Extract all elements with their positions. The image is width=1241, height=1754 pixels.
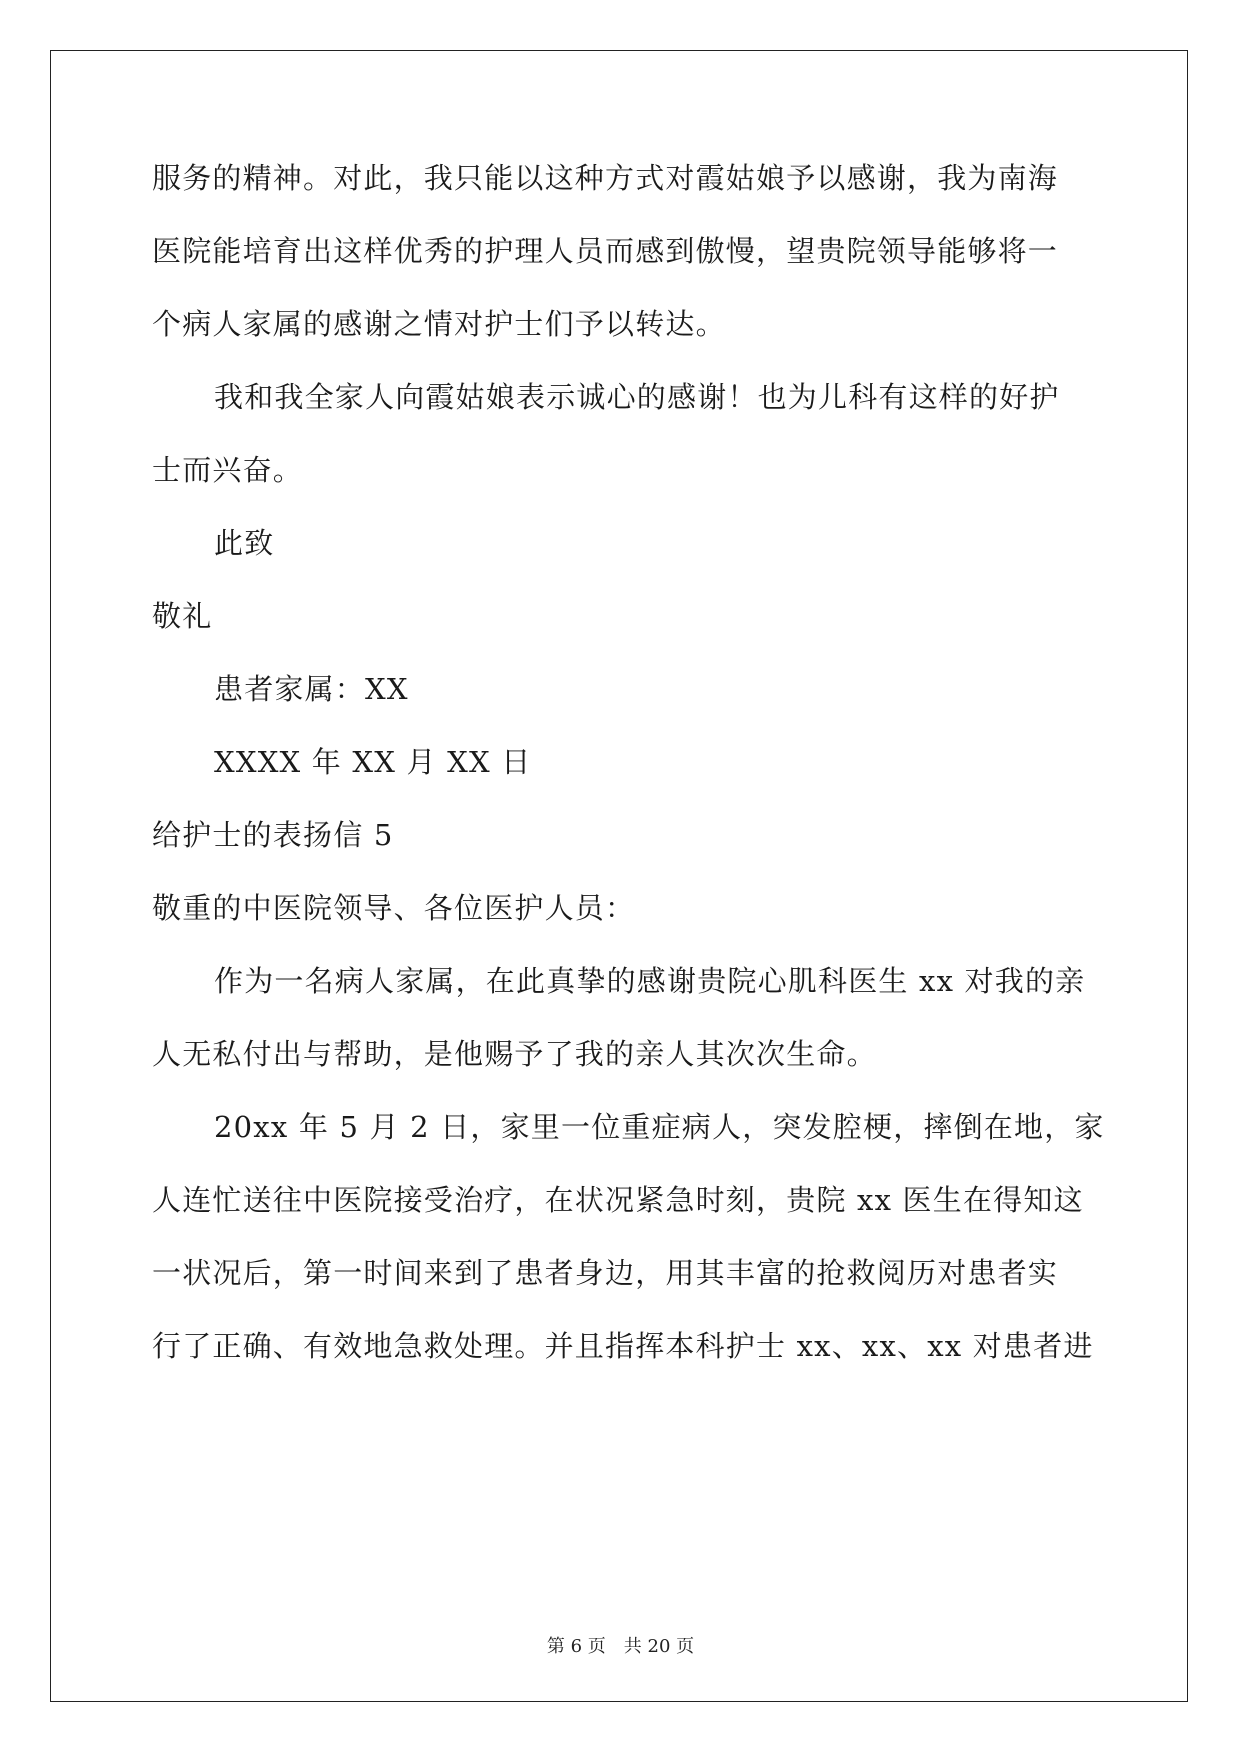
text-line: 20xx 年 5 月 2 日，家里一位重症病人，突发腔梗，摔倒在地，家: [214, 1110, 1105, 1144]
text-line: 作为一名病人家属，在此真挚的感谢贵院心肌科医生 xx 对我的亲: [214, 964, 1086, 998]
text-line: 医院能培育出这样优秀的护理人员而感到傲慢，望贵院领导能够将一: [152, 234, 1059, 268]
text-line: 人无私付出与帮助，是他赐予了我的亲人其次次生命。: [152, 1037, 877, 1071]
text-line: 人连忙送往中医院接受治疗，在状况紧急时刻，贵院 xx 医生在得知这: [152, 1183, 1084, 1217]
text-line: 我和我全家人向霞姑娘表示诚心的感谢！也为儿科有这样的好护: [214, 380, 1060, 414]
salutation-line: 敬礼: [152, 599, 213, 633]
text-line: 士而兴奋。: [152, 453, 304, 487]
text-line: 个病人家属的感谢之情对护士们予以转达。: [152, 307, 726, 341]
date-line: XXXX 年 XX 月 XX 日: [214, 745, 532, 779]
salutation-line: 此致: [214, 526, 275, 560]
greeting-line: 敬重的中医院领导、各位医护人员：: [152, 891, 636, 925]
signature-line: 患者家属：XX: [214, 672, 409, 706]
section-title: 给护士的表扬信 5: [152, 818, 394, 852]
text-line: 服务的精神。对此，我只能以这种方式对霞姑娘予以感谢，我为南海: [152, 161, 1059, 195]
text-line: 行了正确、有效地急救处理。并且指挥本科护士 xx、xx、xx 对患者进: [152, 1329, 1094, 1363]
page-number-footer: 第 6 页 共 20 页: [546, 1636, 695, 1657]
text-line: 一状况后，第一时间来到了患者身边，用其丰富的抢救阅历对患者实: [152, 1256, 1059, 1290]
page-border: [50, 50, 1188, 1702]
